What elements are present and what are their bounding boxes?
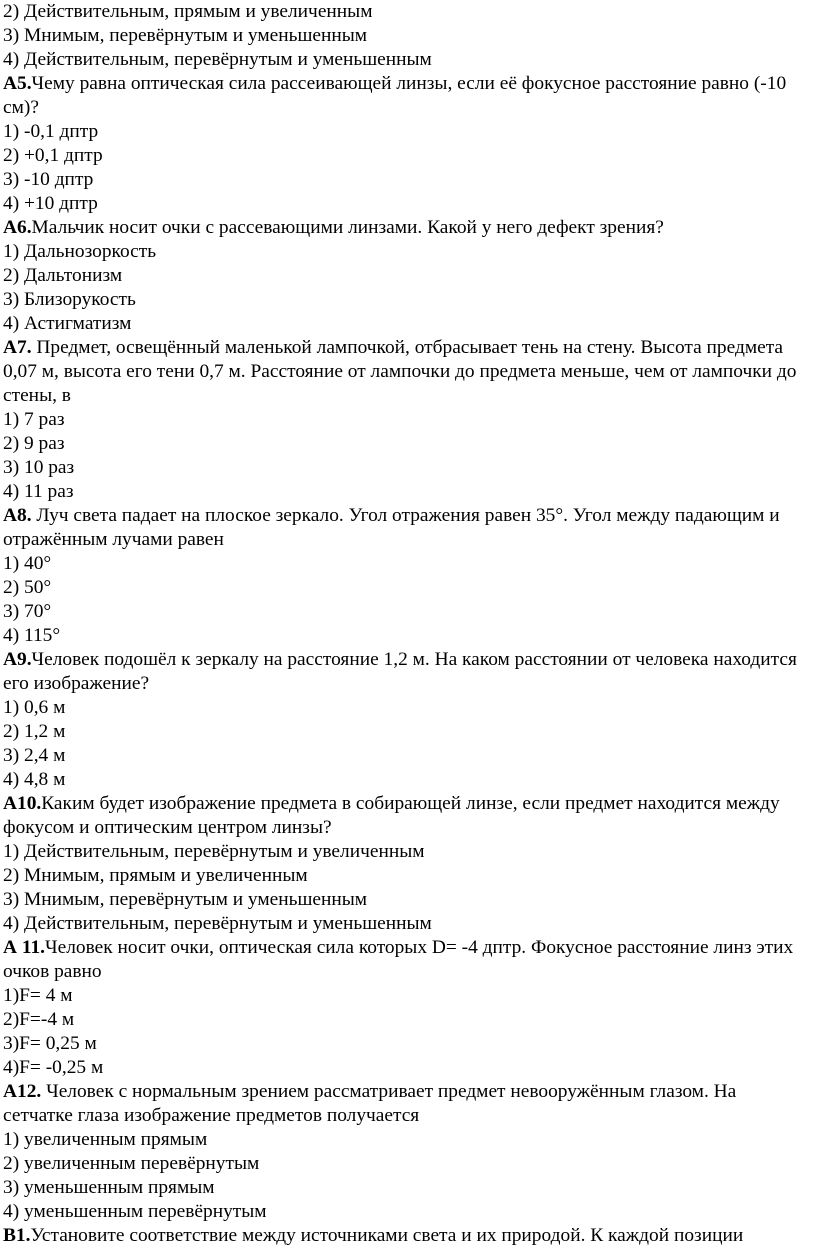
- question-body: Мальчик носит очки с рассевающими линзами. Какой у него дефект зрения?: [31, 217, 664, 238]
- top-option-2: 2) Действительным, прямым и увеличенным: [3, 1, 373, 22]
- answer-option: 4) +10 дптр: [3, 193, 98, 214]
- answer-option: 4) 4,8 м: [3, 769, 66, 790]
- answer-option: 3) -10 дптр: [3, 169, 94, 190]
- question-a6: [3, 216, 810, 336]
- answer-option: 2) увеличенным перевёрнутым: [3, 1153, 260, 1174]
- answer-option: 3)F= 0,25 м: [3, 1033, 97, 1054]
- answer-option: 2) Дальтонизм: [3, 265, 123, 286]
- question-a7: [3, 336, 810, 504]
- question-body: Человек носит очки, оптическая сила которых D= -4 дптр. Фокусное расстояние линз этих очков равно: [3, 937, 794, 982]
- answer-option: 3) 70°: [3, 601, 52, 622]
- question-number: А6.: [3, 217, 32, 238]
- question-number: А10.: [3, 793, 42, 814]
- answer-option: 1) 0,6 м: [3, 697, 66, 718]
- answer-option: 2) 9 раз: [3, 433, 65, 454]
- question-a5: [3, 72, 810, 216]
- question-number: А12.: [3, 1081, 42, 1102]
- question-text: [3, 216, 810, 240]
- answer-option: 4) 115°: [3, 625, 61, 646]
- question-text: [3, 1224, 810, 1248]
- answer-option: 4) 11 раз: [3, 481, 74, 502]
- question-a8: [3, 504, 810, 648]
- question-text: [3, 336, 810, 408]
- answer-option: 1)F= 4 м: [3, 985, 73, 1006]
- top-option-3: 3) Мнимым, перевёрнутым и уменьшенным: [3, 25, 368, 46]
- question-a11: [3, 936, 810, 1080]
- answer-option: 3) Близорукость: [3, 289, 136, 310]
- question-text: [3, 72, 810, 120]
- question-body: Чему равна оптическая сила рассеивающей линзы, если её фокусное расстояние равно (-10 см)?: [3, 73, 787, 118]
- answer-option: 1) 7 раз: [3, 409, 65, 430]
- answer-option: 3) 10 раз: [3, 457, 75, 478]
- question-text: [3, 792, 810, 840]
- answer-option: 1) 40°: [3, 553, 52, 574]
- answer-option: 2) 1,2 м: [3, 721, 66, 742]
- answer-option: 4) уменьшенным перевёрнутым: [3, 1201, 267, 1222]
- question-number: А 11.: [3, 937, 46, 958]
- question-text: [3, 936, 810, 984]
- question-b1: [3, 1224, 810, 1248]
- answer-option: 4)F= -0,25 м: [3, 1057, 104, 1078]
- question-text: [3, 504, 810, 552]
- question-number: А5.: [3, 73, 32, 94]
- question-a10: [3, 792, 810, 936]
- question-text: [3, 648, 810, 696]
- question-number: А8.: [3, 505, 32, 526]
- question-a9: [3, 648, 810, 792]
- answer-option: 4) Астигматизм: [3, 313, 132, 334]
- question-body: Предмет, освещённый маленькой лампочкой, отбрасывает тень на стену. Высота предмета 0,07 м, высота его тени 0,7 м. Расстояние от лампочки до предмета меньше, чем от лампочки до стены, в: [3, 337, 797, 406]
- question-body: Человек подошёл к зеркалу на расстояние 1,2 м. На каком расстоянии от человека находится его изображение?: [3, 649, 797, 694]
- top-option-4: 4) Действительным, перевёрнутым и уменьшенным: [3, 49, 432, 70]
- answer-option: 2) 50°: [3, 577, 52, 598]
- answer-option: 1) Дальнозоркость: [3, 241, 157, 262]
- answer-option: 4) Действительным, перевёрнутым и уменьшенным: [3, 913, 432, 934]
- answer-option: 1) увеличенным прямым: [3, 1129, 208, 1150]
- answer-option: 3) Мнимым, перевёрнутым и уменьшенным: [3, 889, 368, 910]
- question-number: В1.: [3, 1225, 31, 1246]
- question-text: [3, 1080, 810, 1128]
- question-number: А9.: [3, 649, 32, 670]
- answer-option: 1) Действительным, перевёрнутым и увеличенным: [3, 841, 425, 862]
- answer-option: 1) -0,1 дптр: [3, 121, 99, 142]
- answer-option: 2) Мнимым, прямым и увеличенным: [3, 865, 308, 886]
- question-number: А7.: [3, 337, 32, 358]
- answer-option: 2) +0,1 дптр: [3, 145, 103, 166]
- question-body: Луч света падает на плоское зеркало. Угол отражения равен 35°. Угол между падающим и отражённым лучами равен: [3, 505, 780, 550]
- answer-option: 2)F=-4 м: [3, 1009, 75, 1030]
- question-body: Установите соответствие между источниками света и их природой. К каждой позиции: [30, 1225, 744, 1246]
- answer-option: 3) 2,4 м: [3, 745, 66, 766]
- question-body: Человек с нормальным зрением рассматривает предмет невооружённым глазом. На сетчатке глаза изображение предметов получается: [3, 1081, 737, 1126]
- question-a12: [3, 1080, 810, 1224]
- question-body: Каким будет изображение предмета в собирающей линзе, если предмет находится между фокусом и оптическим центром линзы?: [3, 793, 780, 838]
- answer-option: 3) уменьшенным прямым: [3, 1177, 215, 1198]
- worksheet-page: [3, 0, 810, 1248]
